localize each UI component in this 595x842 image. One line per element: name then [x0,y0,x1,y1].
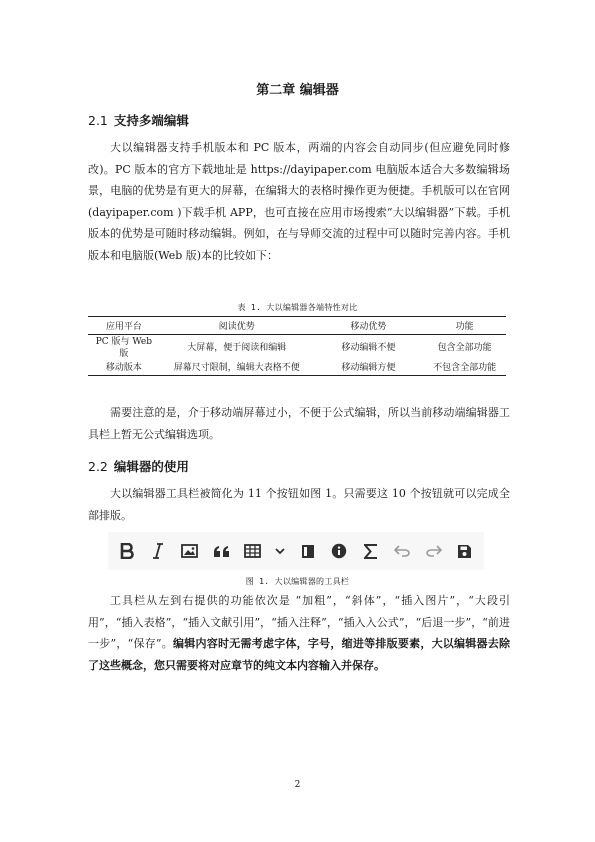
section-number: 2.1 [88,113,108,128]
body-paragraph-2: 需要注意的是，介于移动端屏幕过小，不便于公式编辑，所以当前移动端编辑器工具栏上暂无公式编辑选项。 [88,406,510,441]
body-paragraph-3: 大以编辑器工具栏被简化为 11 个按钮如图 1。只需要这 10 个按钮就可以完成全部排版。 [88,487,510,522]
table-header-row [88,317,506,335]
table-header-cell: 阅读优势 [160,317,314,335]
table-header-cell: 功能 [423,317,506,335]
paragraph-bold-text: 编辑内容时无需考虑字体，字号，缩进等排版要素，大以编辑器去除了这些概念，您只需要将对应章节的纯文本内容输入并保存。 [88,637,511,672]
table-cell: PC 版与 Web 版 [95,337,153,359]
comparison-table [88,316,506,376]
info-icon [330,538,348,564]
image-icon [181,538,199,564]
undo-icon [393,538,411,564]
figure-caption: 图 1. 大以编辑器的工具栏 [245,577,350,586]
bookmark-icon [299,538,317,564]
sigma-icon [362,538,380,564]
table-cell: 移动版本 [105,363,142,373]
table-cell: 移动编辑不便 [341,343,396,353]
body-paragraph-1: 大以编辑器支持手机版本和 PC 版本，两端的内容会自动同步(但应避免同时修改)。PC 版本的官方下载地址是 https://dayipaper.com 电脑版本适合大多数编辑场景，电脑的优势是有更大的屏幕，在编辑大的表格时操作更为便捷。手机版可以在官网(dayipaper.com )下载手机 APP，也可直接在应用市场搜索“大以编辑器”下载。手机版本的优势是可随时移动编辑。例如，在与导师交流的过程中可以随时完善内容。手机版本和电脑版(Web 版)本的比较如下： [88,141,510,262]
chapter-title: 第二章 编辑器 [256,83,339,98]
chevron-down-icon [275,538,285,564]
italic-icon [149,538,167,564]
bold-icon [118,538,136,564]
table-header-cell: 应用平台 [88,317,160,335]
table-cell: 移动编辑方便 [341,363,396,373]
save-icon [456,538,474,564]
table-header-cell: 移动优势 [314,317,424,335]
section-title-text: 编辑器的使用 [113,459,189,474]
section-heading-2-2 [88,457,189,475]
page-number: 2 [294,780,301,790]
table-caption: 表 1. 大以编辑器各端特性对比 [237,303,358,312]
table-cell: 不包含全部功能 [433,363,497,373]
editor-toolbar-figure [108,532,484,570]
redo-icon [425,538,443,564]
section-heading-2-1 [88,111,189,129]
table-cell: 屏幕尺寸限制，编辑大表格不便 [173,363,300,373]
table-cell: 包含全部功能 [437,343,492,353]
section-number: 2.2 [88,459,108,474]
table-cell: 大屏幕，便于阅读和编辑 [187,343,287,353]
quote-icon [212,538,230,564]
paragraph-normal-text: 工具栏从左到右提供的功能依次是 “加粗”，“斜体”，“插入图片”，“大段引用”，“插入表格”，“插入文献引用”，“插入注释”，“插入入公式”，“后退一步”，“前进一步”，“保存”。 [88,594,510,651]
body-paragraph-4 [88,590,510,676]
table-row [88,361,506,376]
section-title-text: 支持多端编辑 [113,113,189,128]
table-icon [244,538,262,564]
table-row [88,335,506,362]
